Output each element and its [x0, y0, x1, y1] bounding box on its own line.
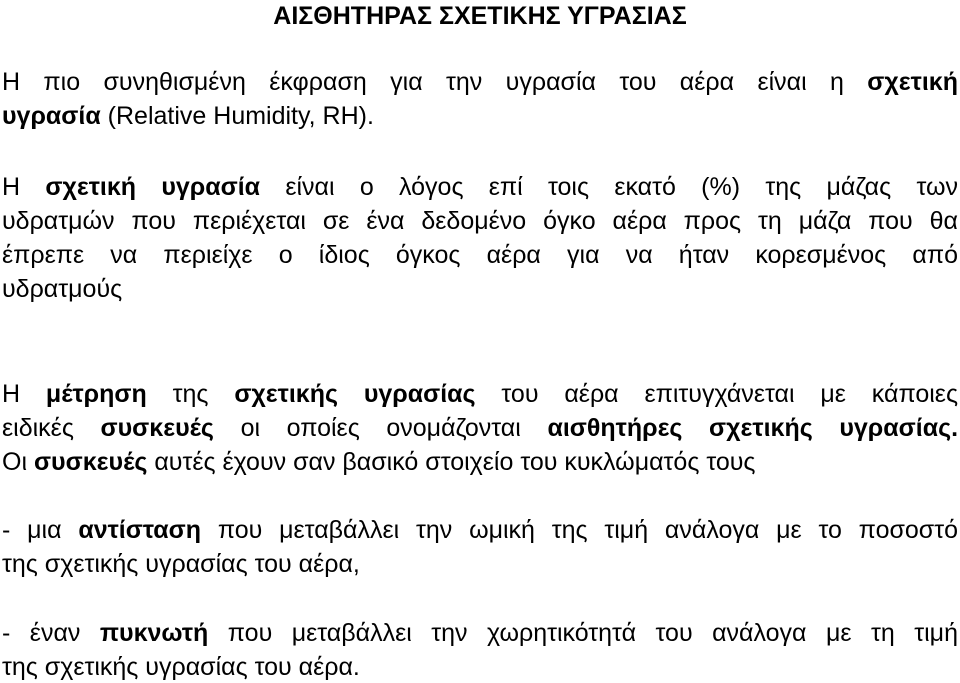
intro-line-1	[2, 67, 958, 97]
bold-term: αισθητήρες σχετικής υγρασίας.	[547, 414, 959, 442]
definition-line-4	[2, 274, 122, 304]
definition-line-2	[2, 206, 958, 236]
text-run: που μεταβάλλει την χωρητικότητά του ανάλογα με τη τιμή	[227, 619, 958, 647]
text-run: υδρατμών που περιέχεται σε ένα δεδομένο όγκο αέρα προς τη μάζα που θα	[2, 207, 958, 235]
text-run: (Relative Humidity, RH).	[107, 102, 374, 130]
definition-line-3	[2, 240, 958, 270]
text-run: Η	[2, 173, 21, 201]
text-run: είναι ο λόγος επί τοις εκατό (%) της μάζας των	[285, 173, 959, 201]
bold-term: αντίσταση	[78, 516, 202, 544]
text-run: της σχετικής υγρασίας του αέρα.	[2, 653, 360, 681]
capacitor-item-line-1	[2, 618, 958, 648]
text-run: οι οποίες ονομάζονται	[240, 414, 521, 442]
measurement-line-3	[2, 447, 755, 477]
text-run: αυτές έχουν σαν βασικό στοιχείο του κυκλώματός τους	[154, 448, 756, 476]
text-run: της	[172, 380, 209, 408]
text-run: έπρεπε να περιείχε ο ίδιος όγκος αέρα για να ήταν κορεσμένος από	[2, 241, 958, 269]
text-run: ειδικές	[2, 414, 74, 442]
bold-term: συσκευές	[100, 414, 214, 442]
text-run: που μεταβάλλει την ωμική της τιμή ανάλογα με το ποσοστό	[217, 516, 959, 544]
measurement-line-1	[2, 379, 958, 409]
bold-term: πυκνωτή	[99, 619, 209, 647]
text-run: Οι	[2, 448, 27, 476]
definition-line-1	[2, 172, 958, 202]
text-run: - μια	[2, 516, 62, 544]
text-run: του αέρα επιτυγχάνεται με κάποιες	[501, 380, 958, 408]
text-run: Η	[2, 380, 21, 408]
measurement-line-2	[2, 413, 958, 443]
bold-term: σχετικής υγρασίας	[234, 380, 476, 408]
bold-term: μέτρηση	[45, 380, 147, 408]
text-run: - έναν	[2, 619, 81, 647]
intro-line-2	[2, 101, 374, 131]
text-run: υδρατμούς	[2, 275, 123, 303]
page-title: ΑΙΣΘΗΤΗΡΑΣ ΣΧΕΤΙΚΗΣ ΥΓΡΑΣΙΑΣ	[273, 2, 687, 30]
capacitor-item-line-2	[2, 652, 360, 682]
text-run: Η πιο συνηθισμένη έκφραση για την υγρασία του αέρα είναι η	[2, 68, 844, 96]
resistor-item-line-2	[2, 549, 360, 579]
bold-term: συσκευές	[33, 448, 148, 476]
bold-term: υγρασία	[2, 102, 101, 130]
text-run: της σχετικής υγρασίας του αέρα,	[2, 550, 360, 578]
resistor-item-line-1	[2, 515, 958, 545]
bold-term: σχετική υγρασία	[45, 173, 261, 201]
bold-term: σχετική	[867, 68, 958, 96]
